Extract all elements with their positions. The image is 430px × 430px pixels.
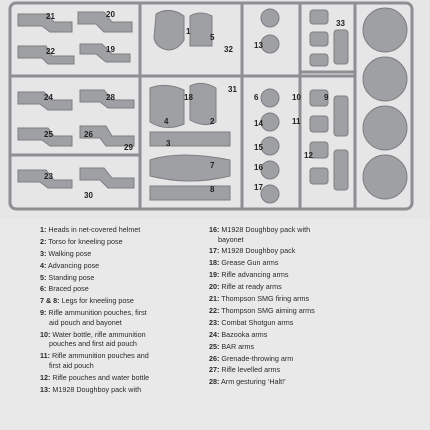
legend-entry: 25: BAR arms	[209, 341, 255, 351]
legend-entry: 12: Rifle pouches and water bottle	[40, 372, 150, 382]
legend-entry: 22: Thompson SMG aiming arms	[209, 305, 315, 315]
legend-column-left	[40, 225, 200, 396]
legend-entry: 13: M1928 Doughboy pack with	[40, 384, 142, 394]
part-number-label: 15	[254, 143, 263, 152]
part-number-label: 30	[84, 191, 93, 200]
part-number-label: 16	[254, 163, 263, 172]
part-number-label: 26	[84, 130, 93, 139]
part-number-label: 13	[254, 41, 263, 50]
part-number-label: 29	[124, 143, 133, 152]
part-number-label: 2	[210, 117, 215, 126]
part-number-label: 4	[164, 117, 169, 126]
legend-entry: 17: M1928 Doughboy pack	[209, 246, 296, 256]
legend-entry: 7 & 8: Legs for kneeling pose	[40, 296, 134, 306]
part-number-label: 23	[44, 172, 53, 181]
legend-entry: 19: Rifle advancing arms	[209, 270, 289, 280]
part-number-label: 19	[106, 45, 115, 54]
legend-entry: 1: Heads in net-covered helmet	[40, 225, 141, 234]
part-number-label: 28	[106, 93, 115, 102]
parts-legend	[0, 225, 430, 430]
part-number-label: 14	[254, 119, 263, 128]
legend-column-right	[209, 225, 384, 389]
part-number-label: 18	[184, 93, 193, 102]
legend-entry: 21: Thompson SMG firing arms	[209, 294, 310, 304]
part-number-label: 5	[210, 33, 215, 42]
legend-entry: 18: Grease Gun arms	[209, 258, 279, 268]
legend-entry: 4: Advancing pose	[40, 260, 100, 270]
legend-entry: 9: Rifle ammunition pouches, first aid pouch and bayonet	[40, 308, 147, 327]
part-number-label: 25	[44, 130, 53, 139]
part-number-label: 21	[46, 12, 55, 21]
part-number-label: 17	[254, 183, 263, 192]
legend-entry: 2: Torso for kneeling pose	[40, 236, 123, 246]
part-number-label: 11	[292, 117, 301, 126]
part-number-label: 6	[254, 93, 259, 102]
legend-entry: 6: Braced pose	[40, 284, 89, 294]
part-number-label: 8	[210, 185, 215, 194]
legend-entry: 24: Bazooka arms	[209, 329, 268, 339]
part-number-label: 9	[324, 93, 329, 102]
part-number-label: 1	[186, 27, 191, 36]
part-number-label: 22	[46, 47, 55, 56]
legend-entry: 20: Rifle at ready arms	[209, 282, 282, 292]
part-number-label: 7	[210, 161, 215, 170]
legend-entry: 28: Arm gesturing ‘Halt!’	[209, 377, 286, 387]
legend-entry: 3: Walking pose	[40, 248, 92, 258]
part-number-label: 32	[224, 45, 233, 54]
legend-entry: 5: Standing pose	[40, 272, 95, 282]
part-number-label: 24	[44, 93, 53, 102]
legend-entry: 10: Water bottle, rifle ammunition pouches and first aid pouch	[40, 329, 146, 349]
part-number-label: 10	[292, 93, 301, 102]
part-number-label: 3	[166, 139, 171, 148]
part-number-label: 31	[228, 85, 237, 94]
part-number-label: 20	[106, 10, 115, 19]
legend-entry: 26: Grenade-throwing arm	[209, 353, 294, 363]
legend-entry: 16: M1928 Doughboy pack with bayonet	[209, 225, 311, 244]
part-number-label: 12	[304, 151, 313, 160]
legend-entry: 27: Rifle levelled arms	[209, 365, 281, 375]
legend-entry: 23: Combat Shotgun arms	[209, 317, 294, 327]
part-number-label: 33	[336, 19, 345, 28]
legend-entry: 11: Rifle ammunition pouches and first aid pouch	[40, 351, 149, 370]
